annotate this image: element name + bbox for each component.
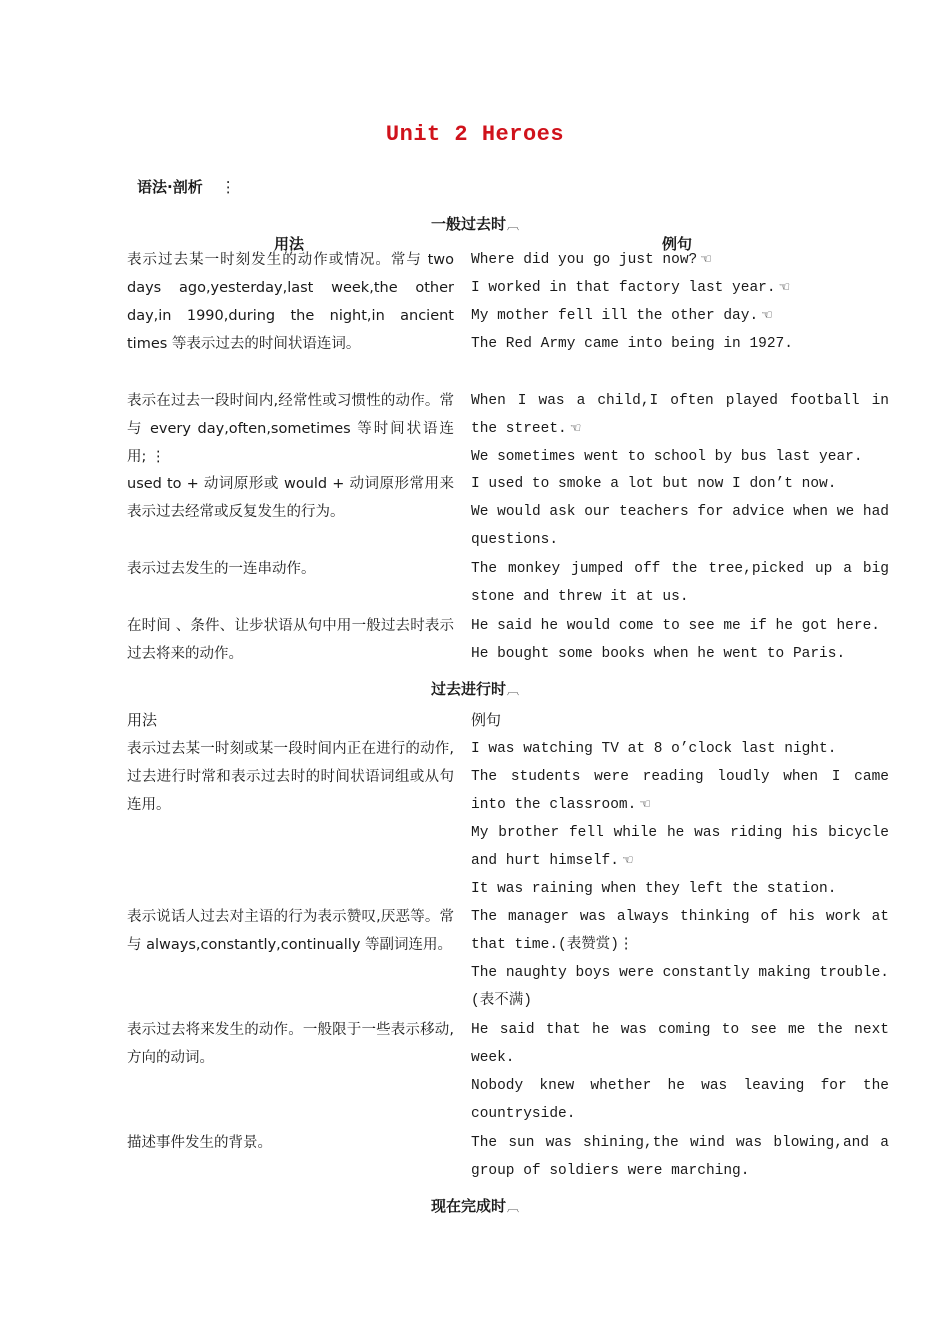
example-sentence: The manager was always thinking of his work at that time.(表赞赏)⋮	[471, 909, 889, 953]
example-sentence: The monkey jumped off the tree,picked up a big stone and threw it at us.	[471, 561, 889, 605]
example-list	[471, 735, 889, 903]
example-sentence: He said that he was coming to see me the next week.	[471, 1022, 889, 1066]
example-sentence: The Red Army came into being in 1927.	[471, 336, 793, 352]
example-list	[471, 246, 889, 358]
example-sentence: When I was a child,I often played football in the street. ☜	[471, 387, 889, 443]
example-sentence: Where did you go just now? ☜	[471, 246, 889, 274]
usage-text: 表示在过去一段时间内,经常性或习惯性的动作。常与 every day,often,sometimes 等时间状语连用; ⋮	[127, 393, 454, 465]
example-list	[471, 612, 889, 668]
example-sentence: We sometimes went to school by bus last year.	[471, 449, 863, 465]
subheading-label: 语法·剖析	[137, 178, 203, 196]
pointing-hand-icon: ☜	[621, 853, 634, 868]
column-header-usage: 用法	[274, 235, 305, 253]
example-list	[471, 555, 889, 611]
section-title-present-perfect: 现在完成时︹	[430, 1197, 520, 1215]
example-sentence: I worked in that factory last year. ☜	[471, 274, 889, 302]
example-sentence: He bought some books when he went to Paris.	[471, 646, 846, 662]
section-title-past-progressive: 过去进行时︹	[430, 680, 520, 698]
usage-text: 表示说话人过去对主语的行为表示赞叹,厌恶等。常与 always,constantly,continually 等副词连用。	[127, 909, 454, 953]
usage-text: 表示过去发生的一连串动作。	[127, 561, 316, 577]
example-sentence: The sun was shining,the wind was blowing,and a group of soldiers were marching.	[471, 1135, 889, 1179]
section-title-simple-past: 一般过去时︹	[430, 215, 520, 233]
dots-icon: ⋮	[220, 178, 236, 196]
usage-text: 表示过去将来发生的动作。一般限于一些表示移动,方向的动词。	[127, 1022, 454, 1066]
example-sentence: Nobody knew whether he was leaving for the countryside.	[471, 1078, 889, 1122]
pointing-hand-icon: ☜	[778, 280, 791, 295]
example-sentence: My mother fell ill the other day. ☜	[471, 302, 889, 330]
pointing-hand-icon: ☜	[569, 421, 582, 436]
corner-mark-icon: ︹	[507, 1200, 520, 1214]
example-sentence: He said he would come to see me if he got here.	[471, 618, 880, 634]
example-list	[471, 1016, 889, 1128]
example-list	[471, 903, 889, 1015]
pointing-hand-icon: ☜	[639, 797, 651, 812]
example-sentence: We would ask our teachers for advice when we had questions.	[471, 504, 889, 548]
example-list	[471, 1129, 889, 1185]
pointing-hand-icon: ☜	[761, 308, 773, 323]
pointing-hand-icon: ☜	[700, 252, 712, 267]
section-subheading	[137, 176, 236, 197]
example-sentence: The students were reading loudly when I came into the classroom. ☜	[471, 763, 889, 819]
column-header-usage: 用法	[127, 711, 158, 729]
page-title: Unit 2 Heroes	[385, 122, 565, 147]
usage-text: 表示过去某一时刻发生的动作或情况。常与 two days ago,yesterday,last week,the other day,in 1990,during the night,in ancient times 等表示过去的时间状语连词。	[127, 252, 454, 352]
usage-text: 描述事件发生的背景。	[127, 1135, 272, 1151]
column-header-example: 例句	[471, 711, 502, 729]
example-sentence: It was raining when they left the station.	[471, 881, 837, 897]
example-list	[471, 470, 889, 554]
example-sentence: I was watching TV at 8 o’clock last night.	[471, 741, 837, 757]
usage-text: used to + 动词原形或 would + 动词原形常用来表示过去经常或反复发生的行为。	[127, 476, 454, 520]
example-sentence: The naughty boys were constantly making trouble.(表不满)	[471, 965, 889, 1009]
column-header-example: 例句	[662, 235, 693, 253]
usage-text: 在时间 、条件、让步状语从句中用一般过去时表示过去将来的动作。	[127, 618, 454, 662]
example-list	[471, 387, 889, 471]
usage-text: 表示过去某一时刻或某一段时间内正在进行的动作,过去进行时常和表示过去时的时间状语词组或从句连用。	[127, 741, 454, 813]
corner-mark-icon: ︹	[507, 218, 520, 232]
corner-mark-icon: ︹	[507, 683, 520, 697]
example-sentence: I used to smoke a lot but now I don’t now.	[471, 476, 837, 492]
example-sentence: My brother fell while he was riding his bicycle and hurt himself. ☜	[471, 819, 889, 875]
